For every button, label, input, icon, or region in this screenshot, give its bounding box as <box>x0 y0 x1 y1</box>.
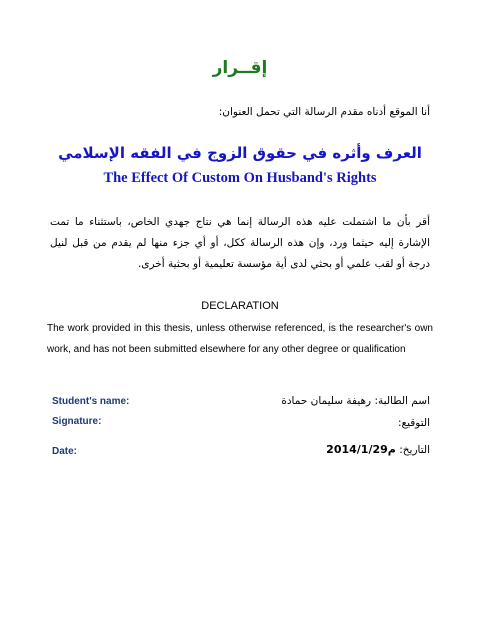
intro-line: أنا الموقع أدناه مقدم الرسالة التي تحمل العنوان: <box>218 106 430 118</box>
declaration-english-paragraph: The work provided in this thesis, unless otherwise referenced, is the researcher's own work, and has not been submitted elsewhere for any other degree or qualification <box>47 323 433 355</box>
declaration-heading: DECLARATION <box>201 300 279 312</box>
student-name-value: رهيفة سليمان حمادة <box>281 395 372 407</box>
date-label-english: Date: <box>52 446 78 457</box>
declaration-arabic-paragraph: أقر بأن ما اشتملت عليه هذه الرسالة إنما هي نتاج جهدي الخاص، باستثناء ما تمت الإشارة إليه حيثما ورد، وإن هذه الرسالة ككل، أو أي جزء منها لم يقدم من قبل لنيل درجة أو لقب علمي أو بحثي لدى أية مؤسسة تعليمية أو بحثية أخرى. <box>50 216 430 270</box>
date-field <box>326 443 430 456</box>
signature-field <box>398 417 430 429</box>
signature-label-english: Signature: <box>52 416 102 427</box>
page-title: إقــرار <box>212 58 268 78</box>
date-label-arabic: التاريخ: <box>399 444 430 456</box>
signature-label-arabic: التوقيع: <box>397 417 430 429</box>
student-name-field <box>281 395 430 407</box>
thesis-title-english: The Effect Of Custom On Husband's Rights <box>103 170 377 186</box>
date-value: 2014/1/29م <box>326 443 396 456</box>
student-name-label-english: Student's name: <box>52 396 130 407</box>
thesis-title-arabic: العرف وأثره في حقوق الزوج في الفقه الإسلامي <box>58 144 422 162</box>
student-name-label-arabic: اسم الطالبة: <box>374 395 430 407</box>
